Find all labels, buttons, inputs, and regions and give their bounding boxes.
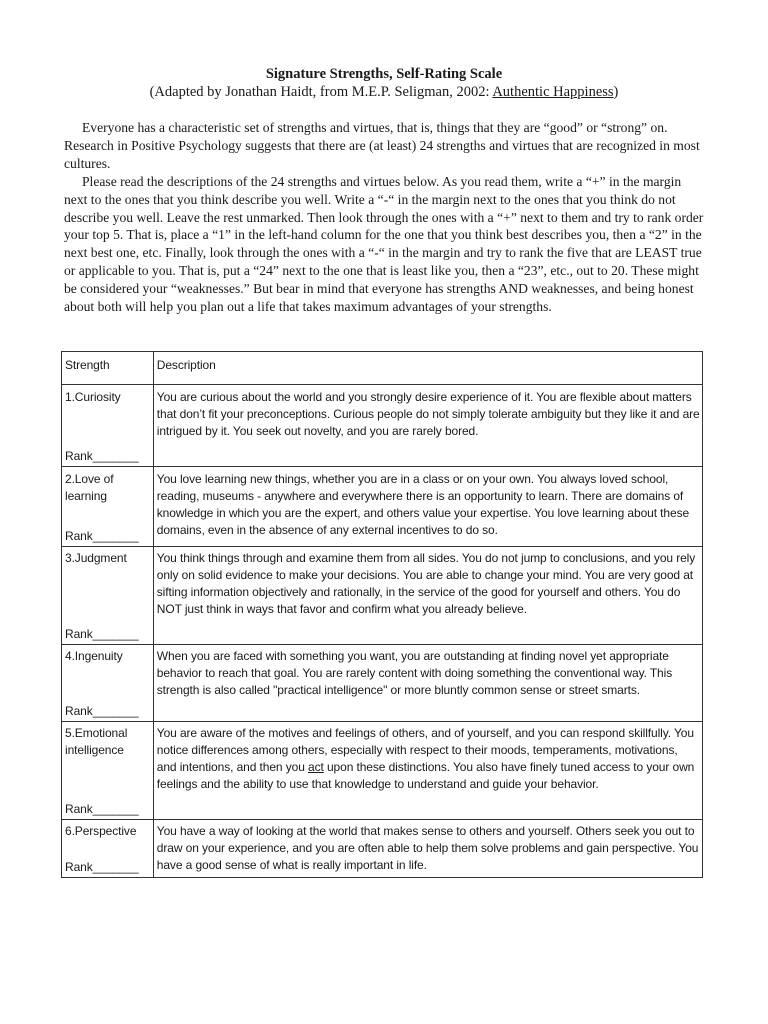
table-row — [62, 385, 703, 467]
header-description: Description — [153, 352, 702, 385]
strength-cell — [62, 467, 154, 547]
description-cell: You are curious about the world and you strongly desire experience of it. You are flexible about matters that don’t fit your preconceptions. Curious people do not simply tolerate ambiguity but they like it and are intrigued by it. You seek out novelty, and you are rarely bored. — [153, 385, 702, 467]
strength-name: 5.Emotional intelligence — [65, 726, 128, 758]
description-cell — [153, 722, 702, 820]
header-strength: Strength — [62, 352, 154, 385]
rank-field[interactable]: Rank_______ — [65, 448, 139, 463]
strength-name: 2.Love of learning — [65, 472, 114, 504]
strength-cell — [62, 385, 154, 467]
strength-name: 3.Judgment — [65, 551, 127, 565]
table-row — [62, 547, 703, 645]
intro-paragraph-1: Everyone has a characteristic set of strengths and virtues, that is, things that they are “good” or “strong” on. Research in Positive Psychology suggests that there are (at least) 24 strengths and virtues that are recognized in most cultures. — [64, 120, 700, 171]
strength-cell — [62, 547, 154, 645]
strengths-table — [61, 351, 703, 878]
rank-field[interactable]: Rank_______ — [65, 703, 139, 718]
strength-name: 4.Ingenuity — [65, 649, 123, 663]
subtitle-suffix: ) — [613, 84, 619, 100]
document-subtitle — [0, 84, 768, 101]
emphasis-act: act — [308, 760, 324, 775]
subtitle-prefix: (Adapted by Jonathan Haidt, from M.E.P. Seligman, 2002: — [149, 84, 493, 100]
rank-field[interactable]: Rank_______ — [65, 801, 139, 816]
description-cell: When you are faced with something you want, you are outstanding at finding novel yet appropriate behavior to reach that goal. You are rarely content with doing something the conventional way. This strength is also called "practical intelligence" or more bluntly common sense or street smarts. — [153, 645, 702, 722]
description-text: You are aware of the motives and feelings of others, and of yourself, and you can respond skillfully. You notice differences among others, especially with respect to their moods, temperaments, motivations, and intentions, and then you — [156, 726, 694, 775]
table-row — [62, 722, 703, 820]
table-header-row — [62, 352, 703, 385]
table-row — [62, 467, 703, 547]
strength-cell — [62, 722, 154, 820]
strength-cell — [62, 645, 154, 722]
description-cell: You think things through and examine them from all sides. You do not jump to conclusions, and you rely only on solid evidence to make your decisions. You are able to change your mind. You are very good at sifting information objectively and rationally, in the service of the good for yourself and others. You do NOT just think in ways that favor and confirm what you already believe. — [153, 547, 702, 645]
document-title: Signature Strengths, Self-Rating Scale — [265, 66, 503, 82]
intro-text — [64, 119, 704, 316]
table-row — [62, 820, 703, 878]
table-row — [62, 645, 703, 722]
strength-name: 1.Curiosity — [65, 390, 121, 404]
description-cell: You love learning new things, whether you are in a class or on your own. You always loved school, reading, museums - anywhere and everywhere there is an opportunity to learn. There are domains of knowledge in which you are the expert, and others value your expertise. You love learning about these domains, even in the absence of any external incentives to do so. — [153, 467, 702, 547]
book-title: Authentic Happiness — [492, 84, 614, 100]
intro-paragraph-2: Please read the descriptions of the 24 strengths and virtues below. As you read them, write a “+” in the margin next to the ones that you think describe you well. Write a “-“ in the margin next to the ones that you think do not describe you well. Leave the rest unmarked. Then look through the ones with a “+” next to them and try to rank order your top 5. That is, place a “1” in the left-hand column for the one that you think best describes you, then a “2” in the next best one, etc. Finally, look through the ones with a “-“ in the margin and try to rank the five that are LEAST true or applicable to you. That is, put a “24” next to the one that is least like you, then a “23”, etc., out to 20. These might be considered your “weaknesses.” But bear in mind that everyone has strengths AND weaknesses, and being honest about both will help you plan out a life that takes maximum advantages of your strengths. — [64, 173, 704, 315]
description-cell: You have a way of looking at the world that makes sense to others and yourself. Others seek you out to draw on your experience, and you are often able to help them solve problems and gain perspective. You have a good sense of what is really important in life. — [153, 820, 702, 878]
strength-name: 6.Perspective — [65, 824, 137, 838]
rank-field[interactable]: Rank_______ — [65, 859, 139, 874]
description-text: upon these distinctions. You also have finely tuned access to your own feelings and the ability to use that knowledge to understand and guide your behavior. — [156, 760, 695, 792]
strength-cell — [62, 820, 154, 878]
rank-field[interactable]: Rank_______ — [65, 528, 139, 543]
rank-field[interactable]: Rank_______ — [65, 626, 139, 641]
